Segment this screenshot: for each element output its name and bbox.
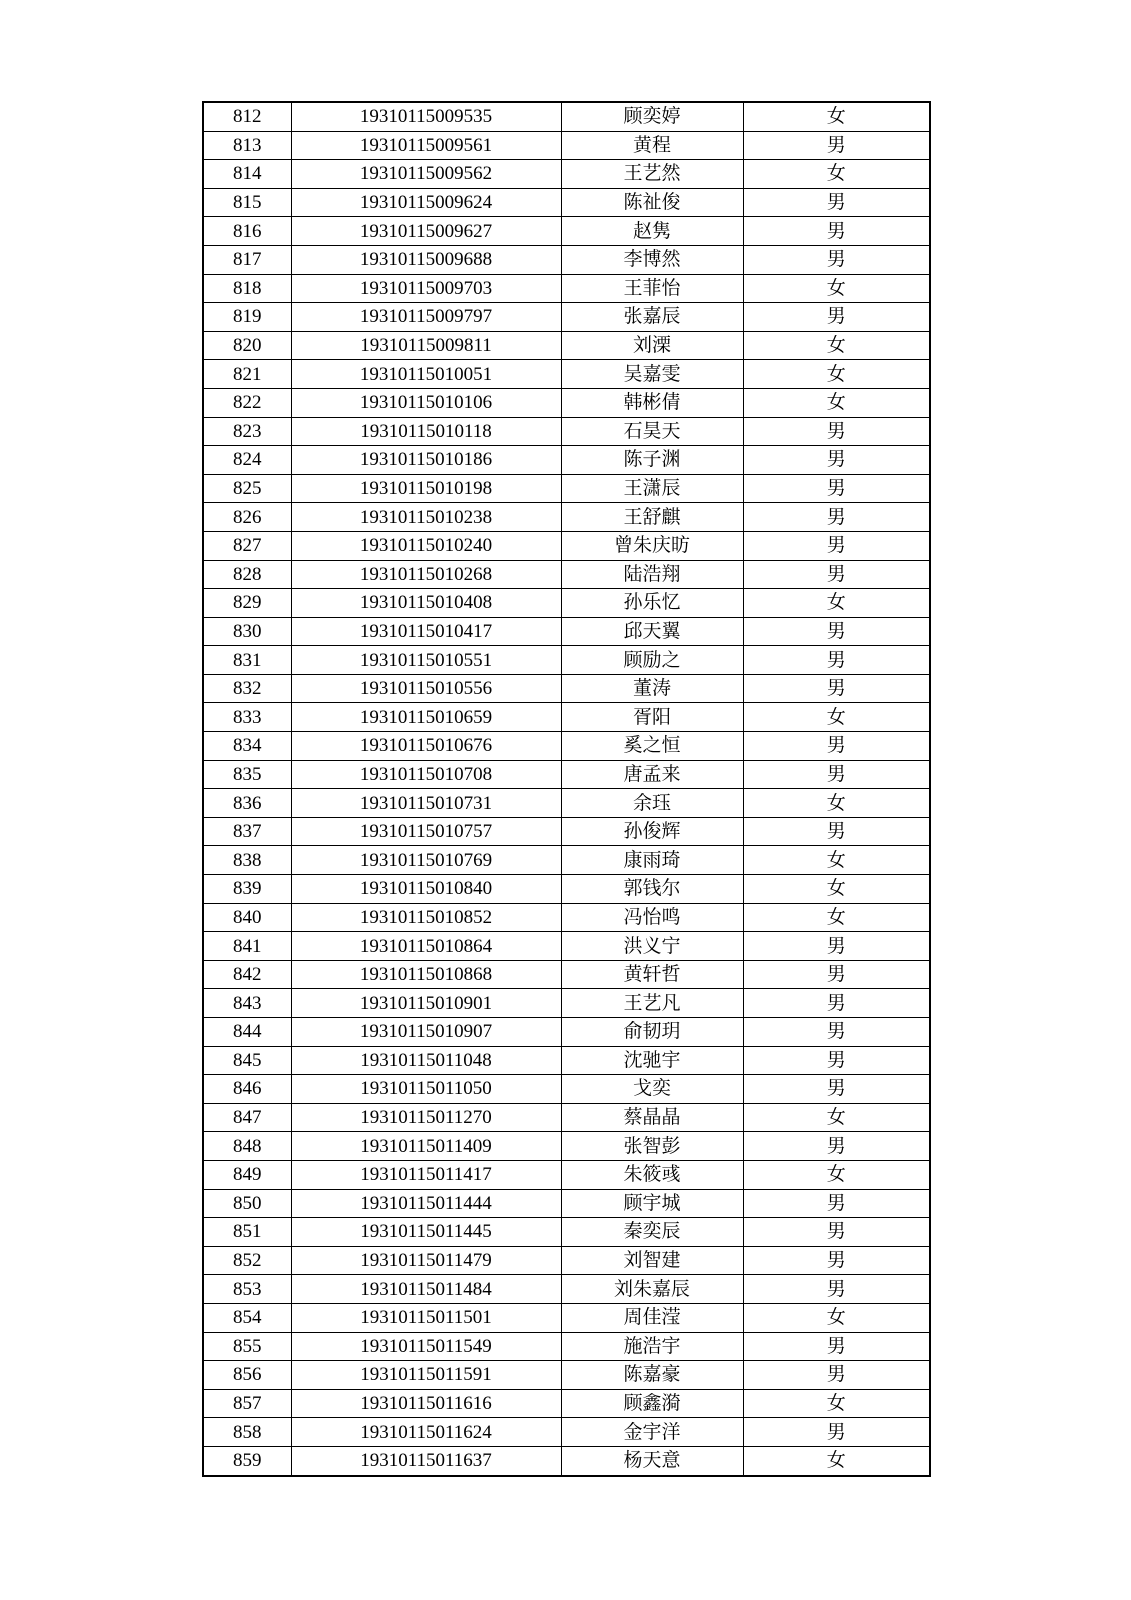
table-row: [203, 1332, 930, 1361]
gender-cell: 女: [743, 846, 930, 875]
table-row: [203, 903, 930, 932]
name-cell: 施浩宇: [561, 1332, 743, 1361]
gender-cell: 男: [743, 989, 930, 1018]
name-cell: 王舒麒: [561, 503, 743, 532]
table-row: [203, 474, 930, 503]
seq-cell: 848: [203, 1132, 291, 1161]
table-row: [203, 1018, 930, 1047]
exam-id-cell: 19310115010864: [291, 932, 561, 961]
table-row: [203, 1218, 930, 1247]
exam-id-cell: 19310115010551: [291, 646, 561, 675]
gender-cell: 男: [743, 674, 930, 703]
seq-cell: 831: [203, 646, 291, 675]
gender-cell: 男: [743, 932, 930, 961]
table-row: [203, 1160, 930, 1189]
name-cell: 陈嘉豪: [561, 1361, 743, 1390]
name-cell: 杨天意: [561, 1446, 743, 1475]
name-cell: 周佳滢: [561, 1303, 743, 1332]
name-cell: 刘智建: [561, 1246, 743, 1275]
table-row: [203, 1275, 930, 1304]
name-cell: 石昊天: [561, 417, 743, 446]
name-cell: 郭钱尔: [561, 875, 743, 904]
gender-cell: 男: [743, 531, 930, 560]
gender-cell: 男: [743, 1075, 930, 1104]
exam-id-cell: 19310115009703: [291, 274, 561, 303]
seq-cell: 856: [203, 1361, 291, 1390]
name-cell: 金宇洋: [561, 1418, 743, 1447]
exam-id-cell: 19310115009535: [291, 102, 561, 131]
seq-cell: 812: [203, 102, 291, 131]
table-row: [203, 1418, 930, 1447]
roster-table: [202, 101, 931, 1477]
seq-cell: 840: [203, 903, 291, 932]
seq-cell: 825: [203, 474, 291, 503]
seq-cell: 837: [203, 817, 291, 846]
exam-id-cell: 19310115011501: [291, 1303, 561, 1332]
gender-cell: 女: [743, 703, 930, 732]
seq-cell: 853: [203, 1275, 291, 1304]
exam-id-cell: 19310115011624: [291, 1418, 561, 1447]
exam-id-cell: 19310115010868: [291, 960, 561, 989]
seq-cell: 833: [203, 703, 291, 732]
seq-cell: 842: [203, 960, 291, 989]
seq-cell: 851: [203, 1218, 291, 1247]
gender-cell: 男: [743, 760, 930, 789]
exam-id-cell: 19310115010769: [291, 846, 561, 875]
exam-id-cell: 19310115010907: [291, 1018, 561, 1047]
seq-cell: 859: [203, 1446, 291, 1475]
gender-cell: 男: [743, 217, 930, 246]
name-cell: 黄程: [561, 131, 743, 160]
name-cell: 邱天翼: [561, 617, 743, 646]
gender-cell: 男: [743, 245, 930, 274]
exam-id-cell: 19310115009562: [291, 160, 561, 189]
name-cell: 陆浩翔: [561, 560, 743, 589]
gender-cell: 男: [743, 560, 930, 589]
name-cell: 顾鑫漪: [561, 1389, 743, 1418]
name-cell: 冯怡鸣: [561, 903, 743, 932]
exam-id-cell: 19310115010408: [291, 589, 561, 618]
exam-id-cell: 19310115011050: [291, 1075, 561, 1104]
name-cell: 奚之恒: [561, 732, 743, 761]
seq-cell: 857: [203, 1389, 291, 1418]
seq-cell: 852: [203, 1246, 291, 1275]
exam-id-cell: 19310115009561: [291, 131, 561, 160]
exam-id-cell: 19310115010757: [291, 817, 561, 846]
gender-cell: 男: [743, 817, 930, 846]
gender-cell: 女: [743, 1160, 930, 1189]
seq-cell: 847: [203, 1103, 291, 1132]
seq-cell: 823: [203, 417, 291, 446]
seq-cell: 821: [203, 360, 291, 389]
seq-cell: 841: [203, 932, 291, 961]
gender-cell: 男: [743, 303, 930, 332]
gender-cell: 男: [743, 188, 930, 217]
table-row: [203, 1446, 930, 1475]
table-row: [203, 846, 930, 875]
seq-cell: 824: [203, 446, 291, 475]
gender-cell: 男: [743, 1332, 930, 1361]
seq-cell: 827: [203, 531, 291, 560]
gender-cell: 男: [743, 503, 930, 532]
gender-cell: 男: [743, 474, 930, 503]
seq-cell: 819: [203, 303, 291, 332]
table-row: [203, 1103, 930, 1132]
seq-cell: 813: [203, 131, 291, 160]
table-row: [203, 1046, 930, 1075]
exam-id-cell: 19310115011445: [291, 1218, 561, 1247]
seq-cell: 843: [203, 989, 291, 1018]
exam-id-cell: 19310115011444: [291, 1189, 561, 1218]
seq-cell: 829: [203, 589, 291, 618]
table-row: [203, 303, 930, 332]
gender-cell: 男: [743, 1246, 930, 1275]
exam-id-cell: 19310115011479: [291, 1246, 561, 1275]
gender-cell: 男: [743, 1361, 930, 1390]
exam-id-cell: 19310115011048: [291, 1046, 561, 1075]
gender-cell: 女: [743, 1446, 930, 1475]
exam-id-cell: 19310115011616: [291, 1389, 561, 1418]
table-row: [203, 1075, 930, 1104]
seq-cell: 822: [203, 388, 291, 417]
seq-cell: 816: [203, 217, 291, 246]
name-cell: 孙乐忆: [561, 589, 743, 618]
name-cell: 刘朱嘉辰: [561, 1275, 743, 1304]
gender-cell: 男: [743, 417, 930, 446]
gender-cell: 男: [743, 646, 930, 675]
table-row: [203, 160, 930, 189]
exam-id-cell: 19310115010659: [291, 703, 561, 732]
exam-id-cell: 19310115010118: [291, 417, 561, 446]
gender-cell: 男: [743, 1418, 930, 1447]
name-cell: 赵隽: [561, 217, 743, 246]
gender-cell: 女: [743, 360, 930, 389]
name-cell: 康雨琦: [561, 846, 743, 875]
table-row: [203, 589, 930, 618]
gender-cell: 女: [743, 875, 930, 904]
table-row: [203, 560, 930, 589]
seq-cell: 838: [203, 846, 291, 875]
exam-id-cell: 19310115009624: [291, 188, 561, 217]
seq-cell: 820: [203, 331, 291, 360]
gender-cell: 男: [743, 1275, 930, 1304]
table-row: [203, 1189, 930, 1218]
name-cell: 余珏: [561, 789, 743, 818]
seq-cell: 850: [203, 1189, 291, 1218]
gender-cell: 男: [743, 960, 930, 989]
table-row: [203, 960, 930, 989]
gender-cell: 男: [743, 1018, 930, 1047]
name-cell: 蔡晶晶: [561, 1103, 743, 1132]
seq-cell: 849: [203, 1160, 291, 1189]
table-row: [203, 1361, 930, 1390]
gender-cell: 男: [743, 1046, 930, 1075]
table-row: [203, 102, 930, 131]
table-row: [203, 875, 930, 904]
exam-id-cell: 19310115010708: [291, 760, 561, 789]
table-row: [203, 932, 930, 961]
name-cell: 秦奕辰: [561, 1218, 743, 1247]
gender-cell: 女: [743, 388, 930, 417]
seq-cell: 845: [203, 1046, 291, 1075]
name-cell: 韩彬倩: [561, 388, 743, 417]
exam-id-cell: 19310115009797: [291, 303, 561, 332]
gender-cell: 女: [743, 160, 930, 189]
gender-cell: 男: [743, 617, 930, 646]
name-cell: 王艺凡: [561, 989, 743, 1018]
seq-cell: 855: [203, 1332, 291, 1361]
table-row: [203, 503, 930, 532]
exam-id-cell: 19310115009688: [291, 245, 561, 274]
seq-cell: 815: [203, 188, 291, 217]
table-row: [203, 245, 930, 274]
seq-cell: 858: [203, 1418, 291, 1447]
gender-cell: 男: [743, 732, 930, 761]
table-row: [203, 131, 930, 160]
exam-id-cell: 19310115010840: [291, 875, 561, 904]
seq-cell: 836: [203, 789, 291, 818]
table-row: [203, 617, 930, 646]
seq-cell: 835: [203, 760, 291, 789]
name-cell: 陈祉俊: [561, 188, 743, 217]
gender-cell: 女: [743, 903, 930, 932]
exam-id-cell: 19310115010676: [291, 732, 561, 761]
exam-id-cell: 19310115011417: [291, 1160, 561, 1189]
name-cell: 陈子渊: [561, 446, 743, 475]
name-cell: 张智彭: [561, 1132, 743, 1161]
table-row: [203, 1132, 930, 1161]
seq-cell: 846: [203, 1075, 291, 1104]
name-cell: 顾奕婷: [561, 102, 743, 131]
name-cell: 朱筱彧: [561, 1160, 743, 1189]
seq-cell: 814: [203, 160, 291, 189]
seq-cell: 832: [203, 674, 291, 703]
exam-id-cell: 19310115010240: [291, 531, 561, 560]
name-cell: 唐孟来: [561, 760, 743, 789]
exam-id-cell: 19310115010186: [291, 446, 561, 475]
seq-cell: 830: [203, 617, 291, 646]
gender-cell: 女: [743, 102, 930, 131]
gender-cell: 男: [743, 1218, 930, 1247]
gender-cell: 女: [743, 1303, 930, 1332]
table-row: [203, 789, 930, 818]
exam-id-cell: 19310115011591: [291, 1361, 561, 1390]
gender-cell: 男: [743, 1189, 930, 1218]
table-row: [203, 1246, 930, 1275]
exam-id-cell: 19310115010417: [291, 617, 561, 646]
exam-id-cell: 19310115011270: [291, 1103, 561, 1132]
table-row: [203, 188, 930, 217]
exam-id-cell: 19310115010106: [291, 388, 561, 417]
exam-id-cell: 19310115009811: [291, 331, 561, 360]
seq-cell: 818: [203, 274, 291, 303]
seq-cell: 844: [203, 1018, 291, 1047]
name-cell: 洪义宁: [561, 932, 743, 961]
name-cell: 张嘉辰: [561, 303, 743, 332]
gender-cell: 男: [743, 131, 930, 160]
exam-id-cell: 19310115010051: [291, 360, 561, 389]
exam-id-cell: 19310115010238: [291, 503, 561, 532]
exam-id-cell: 19310115010731: [291, 789, 561, 818]
table-row: [203, 760, 930, 789]
seq-cell: 826: [203, 503, 291, 532]
seq-cell: 834: [203, 732, 291, 761]
table-row: [203, 360, 930, 389]
roster-table-body: [203, 102, 930, 1476]
table-row: [203, 674, 930, 703]
table-row: [203, 217, 930, 246]
name-cell: 王潇辰: [561, 474, 743, 503]
exam-id-cell: 19310115011637: [291, 1446, 561, 1475]
name-cell: 刘溧: [561, 331, 743, 360]
gender-cell: 女: [743, 589, 930, 618]
gender-cell: 男: [743, 446, 930, 475]
name-cell: 戈奕: [561, 1075, 743, 1104]
exam-id-cell: 19310115010852: [291, 903, 561, 932]
exam-id-cell: 19310115009627: [291, 217, 561, 246]
name-cell: 顾宇城: [561, 1189, 743, 1218]
gender-cell: 女: [743, 789, 930, 818]
name-cell: 沈驰宇: [561, 1046, 743, 1075]
table-row: [203, 274, 930, 303]
name-cell: 俞韧玥: [561, 1018, 743, 1047]
name-cell: 李博然: [561, 245, 743, 274]
exam-id-cell: 19310115010901: [291, 989, 561, 1018]
seq-cell: 839: [203, 875, 291, 904]
table-row: [203, 331, 930, 360]
name-cell: 顾励之: [561, 646, 743, 675]
name-cell: 黄轩哲: [561, 960, 743, 989]
seq-cell: 817: [203, 245, 291, 274]
gender-cell: 女: [743, 1103, 930, 1132]
exam-id-cell: 19310115011549: [291, 1332, 561, 1361]
gender-cell: 女: [743, 1389, 930, 1418]
exam-id-cell: 19310115010198: [291, 474, 561, 503]
table-row: [203, 646, 930, 675]
exam-id-cell: 19310115010556: [291, 674, 561, 703]
table-row: [203, 1389, 930, 1418]
gender-cell: 男: [743, 1132, 930, 1161]
name-cell: 曾朱庆昉: [561, 531, 743, 560]
seq-cell: 854: [203, 1303, 291, 1332]
exam-id-cell: 19310115010268: [291, 560, 561, 589]
gender-cell: 女: [743, 274, 930, 303]
name-cell: 吴嘉雯: [561, 360, 743, 389]
gender-cell: 女: [743, 331, 930, 360]
table-row: [203, 732, 930, 761]
table-row: [203, 417, 930, 446]
name-cell: 董涛: [561, 674, 743, 703]
exam-id-cell: 19310115011409: [291, 1132, 561, 1161]
name-cell: 孙俊辉: [561, 817, 743, 846]
seq-cell: 828: [203, 560, 291, 589]
exam-id-cell: 19310115011484: [291, 1275, 561, 1304]
table-row: [203, 388, 930, 417]
name-cell: 王艺然: [561, 160, 743, 189]
name-cell: 胥阳: [561, 703, 743, 732]
table-row: [203, 817, 930, 846]
table-row: [203, 531, 930, 560]
table-row: [203, 446, 930, 475]
name-cell: 王菲怡: [561, 274, 743, 303]
table-row: [203, 703, 930, 732]
table-row: [203, 989, 930, 1018]
table-row: [203, 1303, 930, 1332]
